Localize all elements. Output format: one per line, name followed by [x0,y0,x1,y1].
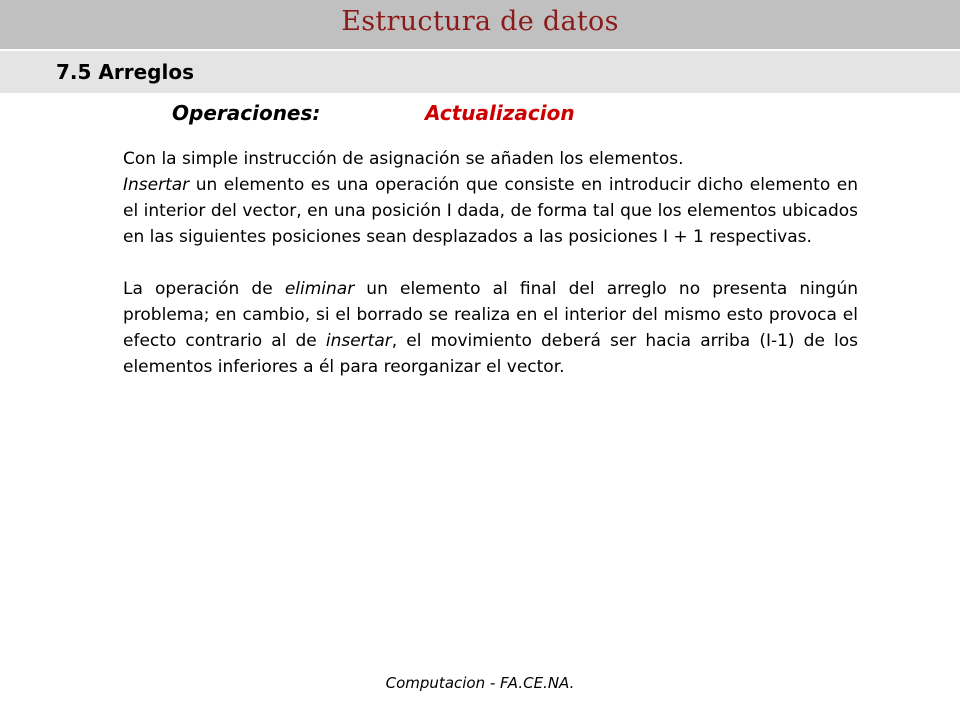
operations-label: Operaciones: [172,101,321,125]
slide-title: Estructura de datos [341,6,619,37]
operation-name: Actualizacion [425,101,575,125]
paragraph-delete-part1: La operación de [123,279,285,299]
emphasis-insertar-2: insertar [325,331,392,351]
emphasis-eliminar: eliminar [284,279,355,299]
emphasis-insertar: Insertar [123,175,190,195]
paragraph-insert-intro: Con la simple instrucción de asignación se añaden los elementos. [123,149,684,169]
paragraph-insert-text: un elemento es una operación que consiste en introducir dicho elemento en el interior del vector, en una posición I dada, de forma tal que los elementos ubicados en las siguientes posiciones sean desplazados a las posiciones I + 1 respectivas. [123,175,858,247]
paragraph-insert [123,146,858,250]
paragraph-delete [123,276,858,380]
paragraph-delete-part2: un elemento al final del arreglo no presenta ningún problema; en cambio, si el borrado se realiza en el interior del mismo esto provoca el efecto contrario al de [123,279,858,351]
section-heading: 7.5 Arreglos [56,60,194,84]
slide-body [123,146,858,380]
footer-text: Computacion - FA.CE.NA. [385,674,575,692]
paragraph-delete-part3: , el movimiento deberá ser hacia arriba (I-1) de los elementos inferiores a él para reorganizar el vector. [123,331,859,377]
